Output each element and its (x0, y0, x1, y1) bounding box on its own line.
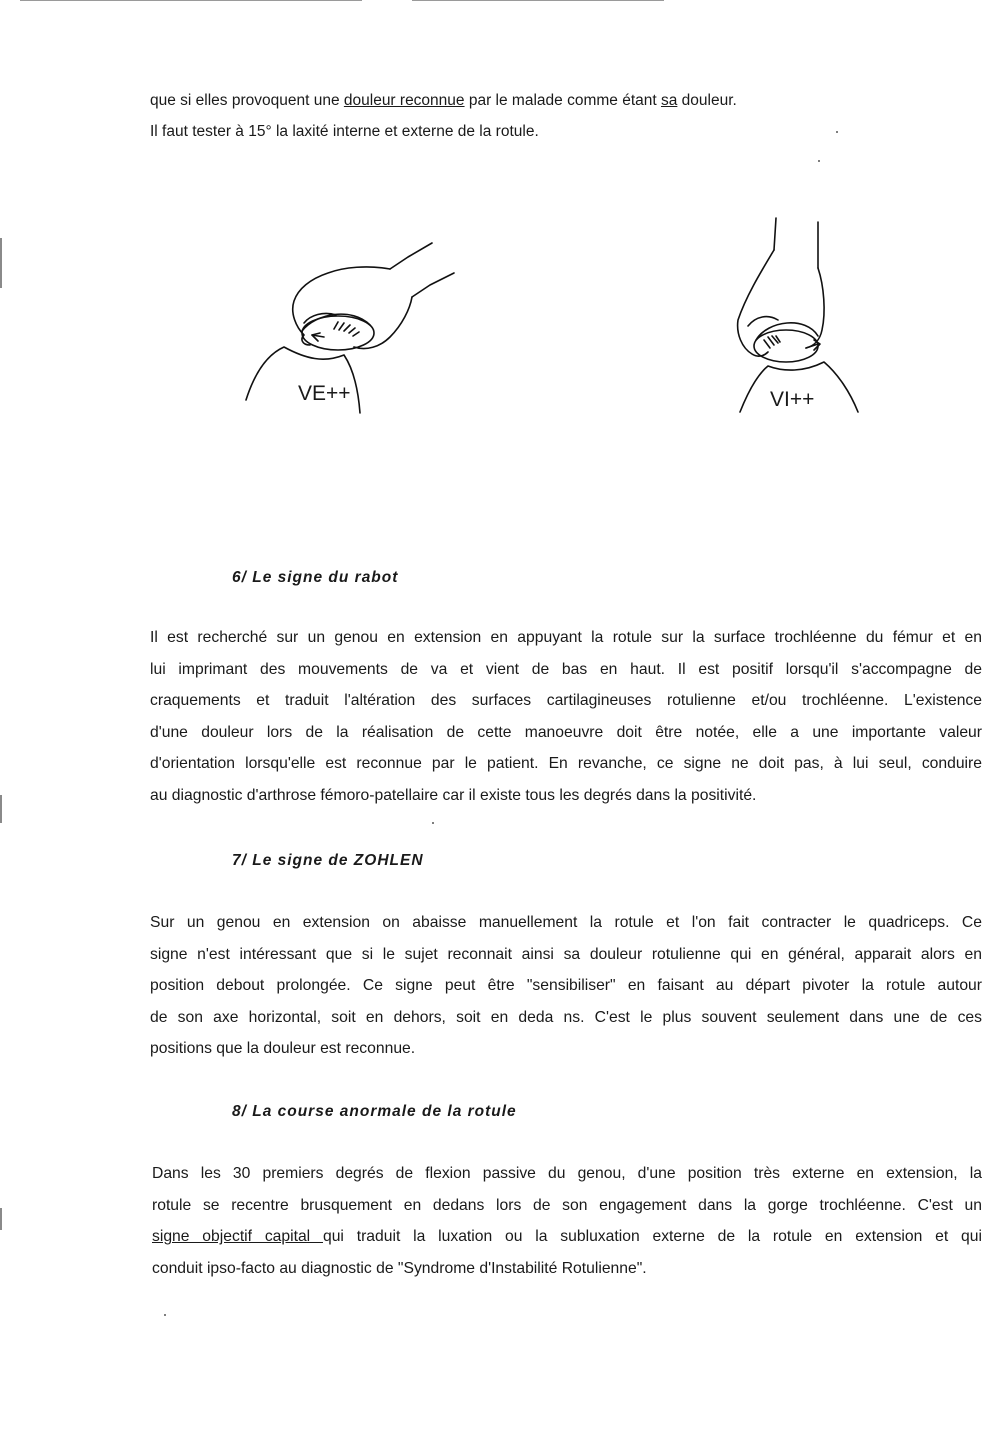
left-edge-mark (0, 238, 2, 288)
section-6-paragraph (150, 622, 982, 812)
paragraph-line: conduit ipso-facto au diagnostic de "Syndrome d'Instabilité Rotulienne". (152, 1259, 647, 1277)
paragraph-line: au diagnostic d'arthrose fémoro-patellaire car il existe tous les degrés dans la positivité. (150, 786, 757, 804)
paragraph-line: Dans les 30 premiers degrés de flexion passive du genou, d'une position très externe en extension, la (152, 1165, 982, 1182)
underlined-phrase: douleur reconnue (343, 92, 465, 109)
figure-label-vi: VI++ (770, 388, 815, 411)
scan-speck (164, 1314, 166, 1316)
paragraph-line: Il est recherché sur un genou en extension en appuyant la rotule sur la surface trochléenne du fémur et en (150, 629, 982, 646)
paragraph-line: rotule se recentre brusquement en dedans lors de son engagement dans la gorge trochléenne. C'est un (152, 1196, 982, 1214)
section-6-heading: 6/ Le signe du rabot (232, 569, 399, 586)
left-edge-mark (0, 795, 2, 823)
hand-patella-drawing-left (240, 235, 470, 420)
scan-speck (818, 160, 820, 162)
intro-line-1: que si elles provoquent une douleur reconnue par le malade comme étant sa douleur. (150, 92, 737, 109)
paragraph-line: signe objectif capital qui traduit la luxation ou la subluxation externe de la rotule en extension et qui (152, 1228, 982, 1246)
paragraph-line: position debout prolongée. Ce signe peut être "sensibiliser" en faisant au départ pivoter la rotule autour (150, 977, 982, 995)
section-8-heading: 8/ La course anormale de la rotule (232, 1103, 517, 1120)
top-scan-rule (20, 0, 362, 1)
paragraph-line: craquements et traduit l'altération des surfaces cartilagineuses rotulienne et/ou trochléenne. L'existence (150, 692, 982, 710)
figure-external-laxity (240, 235, 470, 420)
scan-speck (432, 822, 434, 824)
paragraph-line: signe n'est intéressant que si le sujet reconnait ainsi sa douleur rotulienne qui en général, apparait alors en (150, 945, 982, 963)
section-7-paragraph (150, 907, 982, 1065)
section-8-paragraph (152, 1158, 982, 1284)
top-scan-rule (412, 0, 664, 1)
underlined-word: sa (660, 92, 678, 109)
paragraph-line: Sur un genou en extension on abaisse manuellement la rotule et l'on fait contracter le quadriceps. Ce (150, 914, 982, 931)
scan-speck (836, 131, 838, 133)
paragraph-line: positions que la douleur est reconnue. (150, 1040, 416, 1058)
underlined-phrase: signe objectif capital (152, 1228, 323, 1246)
left-edge-mark (0, 1208, 2, 1230)
section-7-heading: 7/ Le signe de ZOHLEN (232, 852, 424, 869)
figure-label-ve: VE++ (298, 382, 351, 405)
intro-line-2: Il faut tester à 15° la laxité interne et externe de la rotule. (150, 123, 539, 140)
paragraph-line: lui imprimant des mouvements de va et vient de bas en haut. Il est positif lorsqu'il s'accompagne de (150, 660, 982, 678)
paragraph-line: d'une douleur lors de la réalisation de cette manoeuvre doit être notée, elle a une importante valeur (150, 723, 982, 741)
figure-internal-laxity (728, 216, 868, 421)
paragraph-line: de son axe horizontal, soit en dehors, soit en deda ns. C'est le plus souvent seulement dans une de ces (150, 1008, 982, 1026)
paragraph-line: d'orientation lorsqu'elle est reconnue par le patient. En revanche, ce signe ne doit pas, à lui seul, conduire (150, 755, 982, 773)
